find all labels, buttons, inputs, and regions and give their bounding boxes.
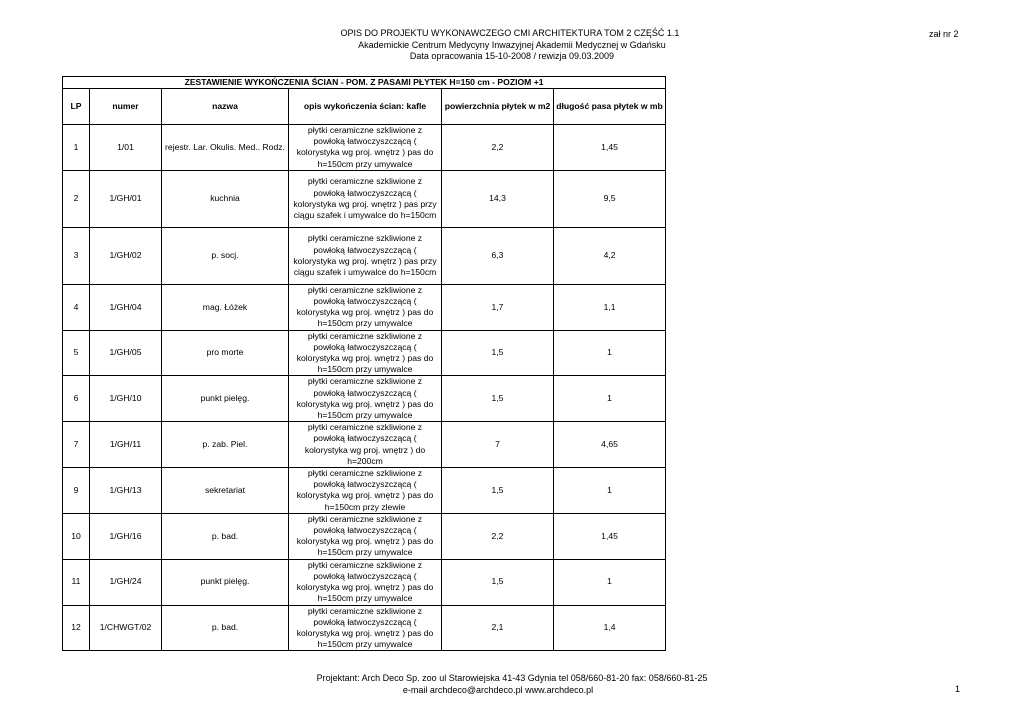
cell-nazwa: pro morte: [162, 330, 289, 376]
cell-lp: 3: [63, 227, 90, 284]
column-header-dlugosc: długość pasa płytek w mb: [554, 89, 666, 125]
cell-numer: 1/GH/11: [90, 422, 162, 468]
column-header-powierzchnia: powierzchnia płytek w m2: [442, 89, 554, 125]
cell-nazwa: mag. Łóżek: [162, 284, 289, 330]
cell-powierzchnia: 1,7: [442, 284, 554, 330]
cell-powierzchnia: 14,3: [442, 170, 554, 227]
table-row: [63, 559, 666, 605]
cell-numer: 1/GH/16: [90, 513, 162, 559]
cell-dlugosc: 1,4: [554, 605, 666, 651]
cell-nazwa: p. bad.: [162, 513, 289, 559]
cell-powierzchnia: 1,5: [442, 468, 554, 514]
cell-nazwa: punkt pielęg.: [162, 559, 289, 605]
cell-lp: 12: [63, 605, 90, 651]
cell-powierzchnia: 1,5: [442, 376, 554, 422]
footer-designer: Projektant: Arch Deco Sp. zoo ul Starowiejska 41-43 Gdynia tel 058/660-81-20 fax: 058/660-81-25: [316, 673, 708, 683]
table-row: [63, 513, 666, 559]
institution-name: Akademickie Centrum Medycyny Inwazyjnej Akademii Medycznej w Gdańsku: [358, 40, 666, 50]
cell-numer: 1/GH/10: [90, 376, 162, 422]
cell-opis: płytki ceramiczne szkliwione z powłoką łatwoczyszczącą ( kolorystyka wg proj. wnętrz ) pas do h=150cm przy umywalce: [289, 125, 442, 171]
cell-powierzchnia: 7: [442, 422, 554, 468]
cell-powierzchnia: 2,1: [442, 605, 554, 651]
table-row: [63, 468, 666, 514]
cell-lp: 9: [63, 468, 90, 514]
cell-opis: płytki ceramiczne szkliwione z powłoką łatwoczyszczącą ( kolorystyka wg proj. wnętrz ) pas do h=150cm przy zlewie: [289, 468, 442, 514]
cell-numer: 1/01: [90, 125, 162, 171]
document-date: Data opracowania 15-10-2008 / rewizja 09.03.2009: [409, 51, 615, 61]
table-title: ZESTAWIENIE WYKOŃCZENIA ŚCIAN - POM. Z PASAMI PŁYTEK H=150 cm - POZIOM +1: [63, 77, 666, 89]
cell-opis: płytki ceramiczne szkliwione z powłoką łatwoczyszczącą ( kolorystyka wg proj. wnętrz ) pas do h=150cm przy umywalce: [289, 330, 442, 376]
cell-powierzchnia: 6,3: [442, 227, 554, 284]
cell-numer: 1/GH/01: [90, 170, 162, 227]
cell-dlugosc: 1: [554, 330, 666, 376]
cell-dlugosc: 9,5: [554, 170, 666, 227]
table-row: [63, 376, 666, 422]
cell-nazwa: sekretariat: [162, 468, 289, 514]
cell-numer: 1/GH/24: [90, 559, 162, 605]
cell-lp: 2: [63, 170, 90, 227]
cell-opis: płytki ceramiczne szkliwione z powłoką łatwoczyszczącą ( kolorystyka wg proj. wnętrz ) pas przy ciągu szafek i umywalce do h=150cm: [289, 170, 442, 227]
cell-lp: 7: [63, 422, 90, 468]
cell-nazwa: punkt pielęg.: [162, 376, 289, 422]
cell-lp: 10: [63, 513, 90, 559]
cell-numer: 1/GH/13: [90, 468, 162, 514]
cell-dlugosc: 1: [554, 468, 666, 514]
cell-opis: płytki ceramiczne szkliwione z powłoką łatwoczyszczącą ( kolorystyka wg proj. wnętrz ) pas do h=150cm przy umywalce: [289, 559, 442, 605]
table-row: [63, 330, 666, 376]
document-title: OPIS DO PROJEKTU WYKONAWCZEGO CMI ARCHITEKTURA TOM 2 CZĘŚĆ 1.1: [340, 28, 680, 38]
column-header-opis: opis wykończenia ścian: kafle: [289, 89, 442, 125]
cell-dlugosc: 1,45: [554, 513, 666, 559]
table-row: [63, 170, 666, 227]
table-row: [63, 284, 666, 330]
cell-opis: płytki ceramiczne szkliwione z powłoką łatwoczyszczącą ( kolorystyka wg proj. wnętrz ) pas do h=150cm przy umywalce: [289, 513, 442, 559]
page-number: 1: [955, 684, 961, 694]
column-header-numer: numer: [90, 89, 162, 125]
cell-lp: 4: [63, 284, 90, 330]
cell-lp: 5: [63, 330, 90, 376]
table-row: [63, 227, 666, 284]
table-row: [63, 125, 666, 171]
cell-powierzchnia: 2,2: [442, 125, 554, 171]
table-row: [63, 605, 666, 651]
column-header-nazwa: nazwa: [162, 89, 289, 125]
cell-dlugosc: 4,2: [554, 227, 666, 284]
cell-opis: płytki ceramiczne szkliwione z powłoką łatwoczyszczącą ( kolorystyka wg proj. wnętrz ) do h=200cm: [289, 422, 442, 468]
cell-dlugosc: 1,45: [554, 125, 666, 171]
footer-contact: e-mail archdeco@archdeco.pl www.archdeco.pl: [402, 685, 594, 695]
cell-powierzchnia: 2,2: [442, 513, 554, 559]
cell-nazwa: p. socj.: [162, 227, 289, 284]
cell-nazwa: kuchnia: [162, 170, 289, 227]
table-row: [63, 422, 666, 468]
cell-opis: płytki ceramiczne szkliwione z powłoką łatwoczyszczącą ( kolorystyka wg proj. wnętrz ) pas do h=150cm przy umywalce: [289, 284, 442, 330]
cell-powierzchnia: 1,5: [442, 330, 554, 376]
column-header-lp: LP: [63, 89, 90, 125]
cell-lp: 1: [63, 125, 90, 171]
cell-dlugosc: 4,65: [554, 422, 666, 468]
cell-opis: płytki ceramiczne szkliwione z powłoką łatwoczyszczącą ( kolorystyka wg proj. wnętrz ) pas do h=150cm przy umywalce: [289, 605, 442, 651]
cell-nazwa: p. zab. Piel.: [162, 422, 289, 468]
cell-numer: 1/GH/05: [90, 330, 162, 376]
cell-lp: 11: [63, 559, 90, 605]
cell-dlugosc: 1: [554, 559, 666, 605]
cell-numer: 1/CHWGT/02: [90, 605, 162, 651]
cell-lp: 6: [63, 376, 90, 422]
cell-numer: 1/GH/04: [90, 284, 162, 330]
cell-nazwa: rejestr. Lar. Okulis. Med.. Rodz.: [162, 125, 289, 171]
cell-dlugosc: 1: [554, 376, 666, 422]
cell-opis: płytki ceramiczne szkliwione z powłoką łatwoczyszczącą ( kolorystyka wg proj. wnętrz ) pas przy ciągu szafek i umywalce do h=150cm: [289, 227, 442, 284]
cell-nazwa: p. bad.: [162, 605, 289, 651]
cell-powierzchnia: 1,5: [442, 559, 554, 605]
cell-opis: płytki ceramiczne szkliwione z powłoką łatwoczyszczącą ( kolorystyka wg proj. wnętrz ) pas do h=150cm przy umywalce: [289, 376, 442, 422]
cell-dlugosc: 1,1: [554, 284, 666, 330]
finish-schedule-table: [62, 76, 666, 651]
attachment-label: zał nr 2: [929, 29, 959, 39]
cell-numer: 1/GH/02: [90, 227, 162, 284]
